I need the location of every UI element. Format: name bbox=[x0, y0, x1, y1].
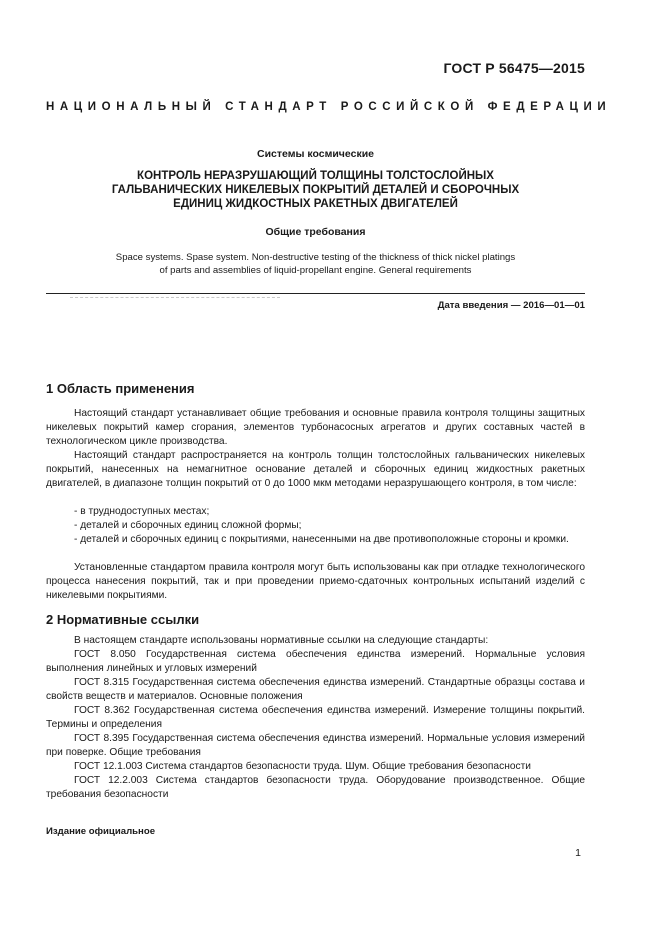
reference-item: ГОСТ 8.315 Государственная система обеспечения единства измерений. Стандартные образцы состава и свойств веществ и материалов. Основные положения bbox=[46, 677, 585, 702]
reference-item: ГОСТ 8.362 Государственная система обеспечения единства измерений. Измерение толщины покрытий. Термины и определения bbox=[46, 705, 585, 730]
reference-item: ГОСТ 12.2.003 Система стандартов безопасности труда. Оборудование производственное. Общие требования безопасности bbox=[46, 775, 585, 800]
english-title-line: of parts and assemblies of liquid-propellant engine. General requirements bbox=[159, 265, 472, 276]
english-title-line: Space systems. Spase system. Non-destructive testing of the thickness of thick nickel platings bbox=[115, 252, 516, 263]
series-title: Системы космические bbox=[256, 148, 374, 160]
title-line: ЕДИНИЦ ЖИДКОСТНЫХ РАКЕТНЫХ ДВИГАТЕЛЕЙ bbox=[173, 198, 458, 210]
list-item: - деталей и сборочных единиц сложной формы; bbox=[74, 520, 302, 531]
paragraph: В настоящем стандарте использованы нормативные ссылки на следующие стандарты: bbox=[74, 635, 489, 646]
list-item: - в труднодоступных местах; bbox=[74, 506, 210, 517]
paragraph: Настоящий стандарт устанавливает общие требования и основные правила контроля толщины защитных никелевых покрытий камер сгорания, элементов турбонасосных агрегатов и других составных частей в технологическом цикле производства. bbox=[46, 408, 585, 447]
paragraph: Установленные стандартом правила контроля могут быть использованы как при отладке технологического процесса нанесения покрытий, так и при проведении приемо-сдаточных контрольных испытаний изделий с никелевыми покрытиями. bbox=[46, 562, 585, 601]
title-line: КОНТРОЛЬ НЕРАЗРУШАЮЩИЙ ТОЛЩИНЫ ТОЛСТОСЛОЙНЫХ bbox=[137, 170, 494, 182]
list-item: - деталей и сборочных единиц с покрытиями, нанесенными на две противоположные стороны и кромки. bbox=[74, 534, 569, 545]
effective-date: Дата введения — 2016—01—01 bbox=[437, 300, 585, 311]
reference-item: ГОСТ 8.395 Государственная система обеспечения единства измерений. Нормальные условия измерений при поверке. Общие требования bbox=[46, 733, 585, 758]
document-number: ГОСТ Р 56475—2015 bbox=[443, 60, 585, 76]
section-scope bbox=[46, 381, 585, 601]
english-title bbox=[46, 251, 585, 277]
reference-item: ГОСТ 8.050 Государственная система обеспечения единства измерений. Нормальные условия выполнения линейных и угловых измерений bbox=[46, 649, 585, 674]
section-normative-references bbox=[46, 612, 585, 802]
divider-shadow bbox=[70, 297, 280, 298]
header-divider bbox=[46, 293, 585, 294]
document-subtitle: Общие требования bbox=[265, 226, 366, 238]
section-heading: 2 Нормативные ссылки bbox=[46, 612, 200, 627]
paragraph: Настоящий стандарт распространяется на контроль толщин толстослойных гальванических никелевых покрытий, нанесенных на немагнитное основание деталей и сборочных единиц жидкостных ракетных двигателей, в диапазоне толщин покрытий от 0 до 1000 мкм методами неразрушающего контроля, в том числе: bbox=[46, 450, 585, 489]
title-line: ГАЛЬВАНИЧЕСКИХ НИКЕЛЕВЫХ ПОКРЫТИЙ ДЕТАЛЕЙ И СБОРОЧНЫХ bbox=[111, 184, 520, 196]
reference-item: ГОСТ 12.1.003 Система стандартов безопасности труда. Шум. Общие требования безопасности bbox=[74, 761, 531, 772]
page-number: 1 bbox=[575, 847, 581, 859]
official-edition-label: Издание официальное bbox=[46, 826, 156, 837]
national-standard-banner: НАЦИОНАЛЬНЫЙ СТАНДАРТ РОССИЙСКОЙ ФЕДЕРАЦИИ bbox=[46, 101, 612, 113]
section-heading: 1 Область применения bbox=[46, 381, 195, 396]
document-title bbox=[46, 169, 585, 211]
